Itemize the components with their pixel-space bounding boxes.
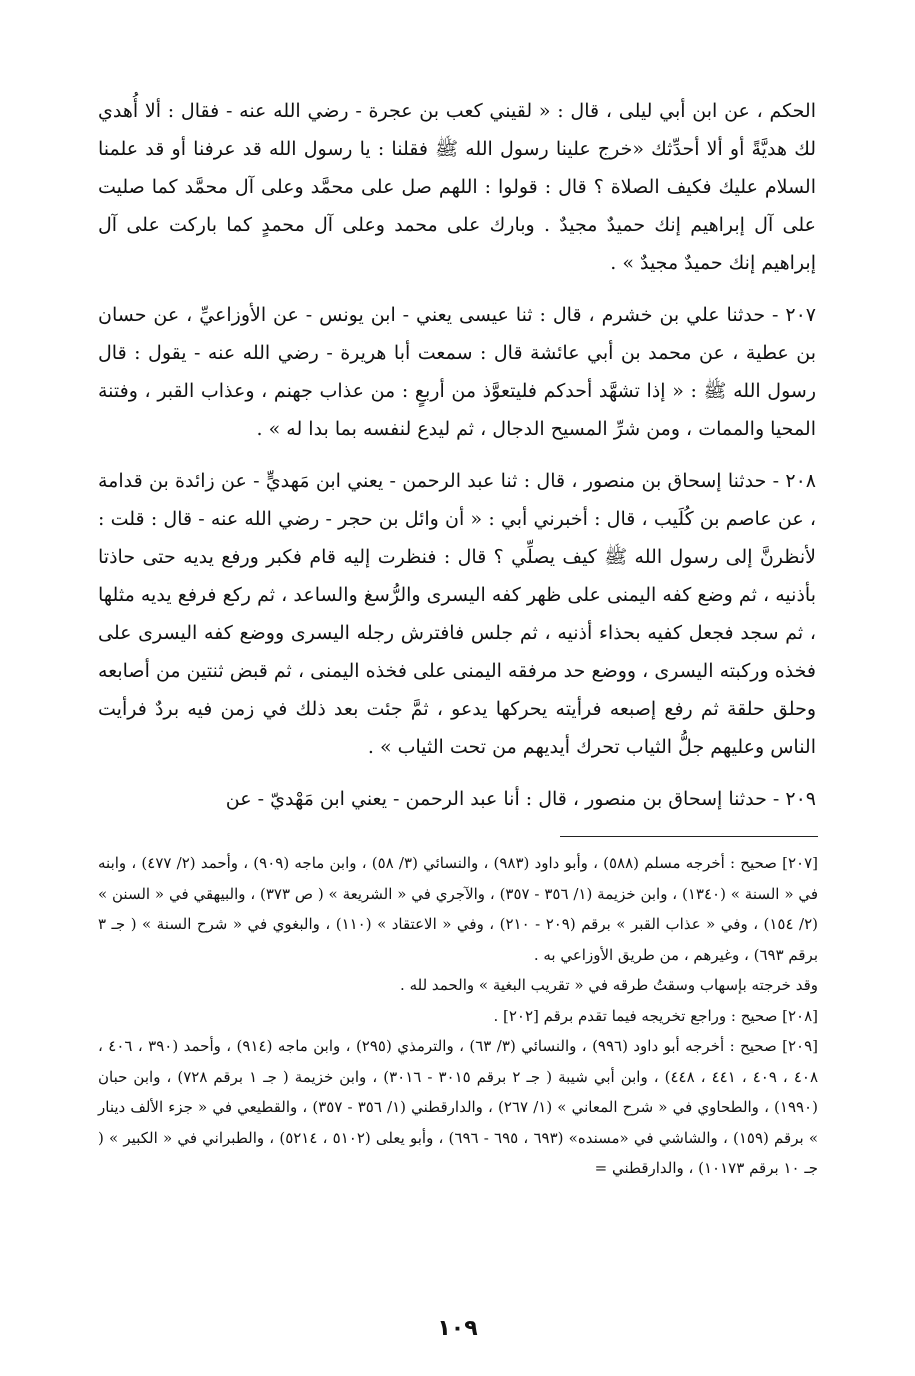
- footnote-209: [٢٠٩] صحيح : أخرجه أبو داود (٩٩٦) ، والنسائي (٣/ ٦٣) ، والترمذي (٢٩٥) ، وابن ماجه (٩١٤) ، وأحمد (٣٩٠ ، ٤٠٦ ، ٤٠٨ ، ٤٠٩ ، ٤٤١ ، ٤٤٨) ، وابن أبي شيبة ( جـ ٢ برقم ٣٠١٥ - ٣٠١٦) ، وابن خزيمة ( جـ ١ برقم ٧٢٨) ، وابن حبان (١٩٩٠) ، والطحاوي في « شرح المعاني » (١/ ٢٦٧) ، والدارقطني (١/ ٣٥٦ - ٣٥٧) ، والقطيعي في « جزء الألف دينار » برقم (١٥٩) ، والشاشي في «مسنده» (٦٩٣ ، ٦٩٥ - ٦٩٦) ، وأبو يعلى (٥١٠٢ ، ٥٢١٤) ، والطبراني في « الكبير » ( جـ ١٠ برقم ١٠١٧٣) ، والدارقطني =: [98, 1037, 819, 1177]
- footnotes: [98, 848, 818, 1184]
- main-text: [98, 92, 816, 832]
- hadith-206-continuation: الحكم ، عن ابن أبي ليلى ، قال : « لقيني كعب بن عجرة - رضي الله عنه - فقال : ألا أُهدي لك هديَّةً أو ألا أحدِّثك «خرج علينا رسول الله ﷺ فقلنا : يا رسول الله قد عرفنا أو قد علمنا السلام عليك فكيف الصلاة ؟ قال : قولوا : اللهم صل على محمَّد وعلى آل محمَّد كما صليت على آل إبراهيم إنك حميدٌ مجيدٌ . وبارك على محمد وعلى آل محمدٍ كما باركت على آل إبراهيم إنك حميدٌ مجيدٌ » .: [98, 100, 816, 274]
- footnote-divider: [560, 836, 818, 837]
- hadith-207: ٢٠٧ - حدثنا علي بن خشرم ، قال : ثنا عيسى يعني - ابن يونس - عن الأوزاعيِّ ، عن حسان بن عطية ، عن محمد بن أبي عائشة قال : سمعت أبا هريرة - رضي الله عنه - يقول : قال رسول الله ﷺ : « إذا تشهَّد أحدكم فليتعوَّذ من أربعٍ : من عذاب جهنم ، وعذاب القبر ، وفتنة المحيا والممات ، ومن شرِّ المسيح الدجال ، ثم ليدع لنفسه بما بدا له » .: [98, 304, 816, 440]
- footnote-207-addendum: وقد خرجته بإسهاب وسقتُ طرقه في « تقريب البغية » والحمد لله .: [400, 976, 818, 994]
- footnote-207: [٢٠٧] صحيح : أخرجه مسلم (٥٨٨) ، وأبو داود (٩٨٣) ، والنسائي (٣/ ٥٨) ، وابن ماجه (٩٠٩) ، وأحمد (٢/ ٤٧٧) ، وابنه في « السنة » (١٣٤٠) ، وابن خزيمة (١/ ٣٥٦ - ٣٥٧) ، والآجري في « الشريعة » ( ص ٣٧٣) ، والبيهقي في « السنن » (٢/ ١٥٤) ، وفي « عذاب القبر » برقم (٢٠٩ - ٢١٠) ، وفي « الاعتقاد » (١١٠) ، والبغوي في « شرح السنة » ( جـ ٣ برقم ٦٩٣) ، وغيرهم ، من طريق الأوزاعي به .: [98, 854, 819, 964]
- page-number: ١٠٩: [437, 1316, 478, 1341]
- hadith-208: ٢٠٨ - حدثنا إسحاق بن منصور ، قال : ثنا عبد الرحمن - يعني ابن مَهديٍّ - عن زائدة بن قدامة ، عن عاصم بن كُلَيب ، قال : أخبرني أبي : « أن وائل بن حجر - رضي الله عنه - قال : قلت : لأنظرنَّ إلى رسول الله ﷺ كيف يصلِّي ؟ قال : فنظرت إليه قام فكبر ورفع يديه حتى حاذتا بأذنيه ، ثم وضع كفه اليمنى على ظهر كفه اليسرى والرُّسغ والساعد ، ثم ركع فرفع يديه مثلها ، ثم سجد فجعل كفيه بحذاء أذنيه ، ثم جلس فافترش رجله اليسرى ووضع كفه اليسرى على فخذه وركبته اليسرى ، ووضع حد مرفقه اليمنى على فخذه اليمنى ، ثم قبض ثنتين من أصابعه وحلق حلقة ثم رفع إصبعه فرأيته يحركها يدعو ، ثمَّ جئت بعد ذلك في زمن فيه بردٌ فرأيت الناس وعليهم جلُّ الثياب تحرك أيديهم من تحت الثياب » .: [98, 470, 816, 758]
- footnote-208: [٢٠٨] صحيح : وراجع تخريجه فيما تقدم برقم [٢٠٢] .: [493, 1006, 818, 1025]
- hadith-209: ٢٠٩ - حدثنا إسحاق بن منصور ، قال : أنا عبد الرحمن - يعني ابن مَهْديّ - عن: [225, 788, 816, 810]
